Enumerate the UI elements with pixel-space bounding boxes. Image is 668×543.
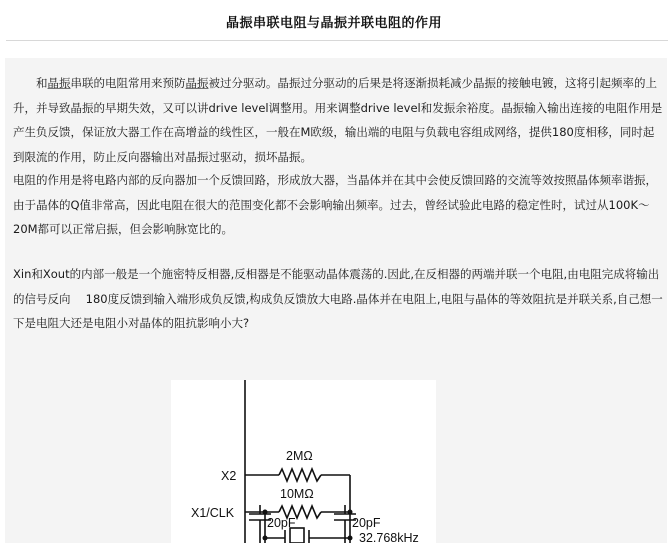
resistor-10m-label: 10MΩ xyxy=(280,487,314,501)
capacitor-section xyxy=(171,505,431,543)
resistor-2m-label: 2MΩ xyxy=(286,449,313,463)
article-title: 晶振串联电阻与晶振并联电阻的作用 xyxy=(225,16,442,31)
pin-x1-label: X1/CLK xyxy=(191,506,235,520)
cap-right-label: 20pF xyxy=(352,516,381,530)
pin-x2-label: X2 xyxy=(221,469,237,483)
resistor-2m xyxy=(279,469,321,481)
paragraph-1-pre: 和 xyxy=(36,76,48,90)
crystal-frequency-label: 32.768kHz xyxy=(359,531,419,543)
crystal-link-2[interactable]: 晶振 xyxy=(185,76,209,90)
paragraph-3: Xin和Xout的内部一般是一个施密特反相器,反相器是不能驱动晶体震荡的.因此,在反相器的两端并联一个电阻,由电阻完成将输出的信号反向 180度反馈到输入端形成负反馈,构成负反馈放大电路.晶体并在电阻上,电阻与晶体的等效阻抗是并联关系,自己想一下是电阻大还是电阻小对晶体的阻抗影响小大? xyxy=(13,267,663,330)
article-body xyxy=(5,58,667,543)
paragraph-1 xyxy=(13,71,665,169)
paragraph-1-mid: 串联的电阻常用来预防 xyxy=(70,76,186,90)
title-divider xyxy=(6,40,668,41)
paragraph-1-rest: 被过分驱动。晶振过分驱动的后果是将逐渐损耗减少晶振的接触电镀，这将引起频率的上升，并导致晶振的早期失效，又可以讲drive level调整用。用来调整drive level和发振余裕度。晶振输入输出连接的电阻作用是产生负反馈，保证放大器工作在高增益的线性区，一般在M欧级，输出端的电阻与负载电容组成网络，提供180度相移，同时起到限流的作用，防止反向器输出对晶振过驱动，损坏晶振。 xyxy=(13,76,663,164)
crystal-link-1[interactable]: 晶振 xyxy=(47,76,71,90)
cap-left-label: 20pF xyxy=(267,516,296,530)
paragraph-2: 电阻的作用是将电路内部的反向器加一个反馈回路，形成放大器，当晶体并在其中会使反馈回路的交流等效按照晶体频率谐振，由于晶体的Q值非常高，因此电阻在很大的范围变化都不会影响输出频率。过去，曾经试验此电路的稳定性时，试过从100K～20M都可以正常启振，但会影响脉宽比的。 xyxy=(13,173,657,236)
